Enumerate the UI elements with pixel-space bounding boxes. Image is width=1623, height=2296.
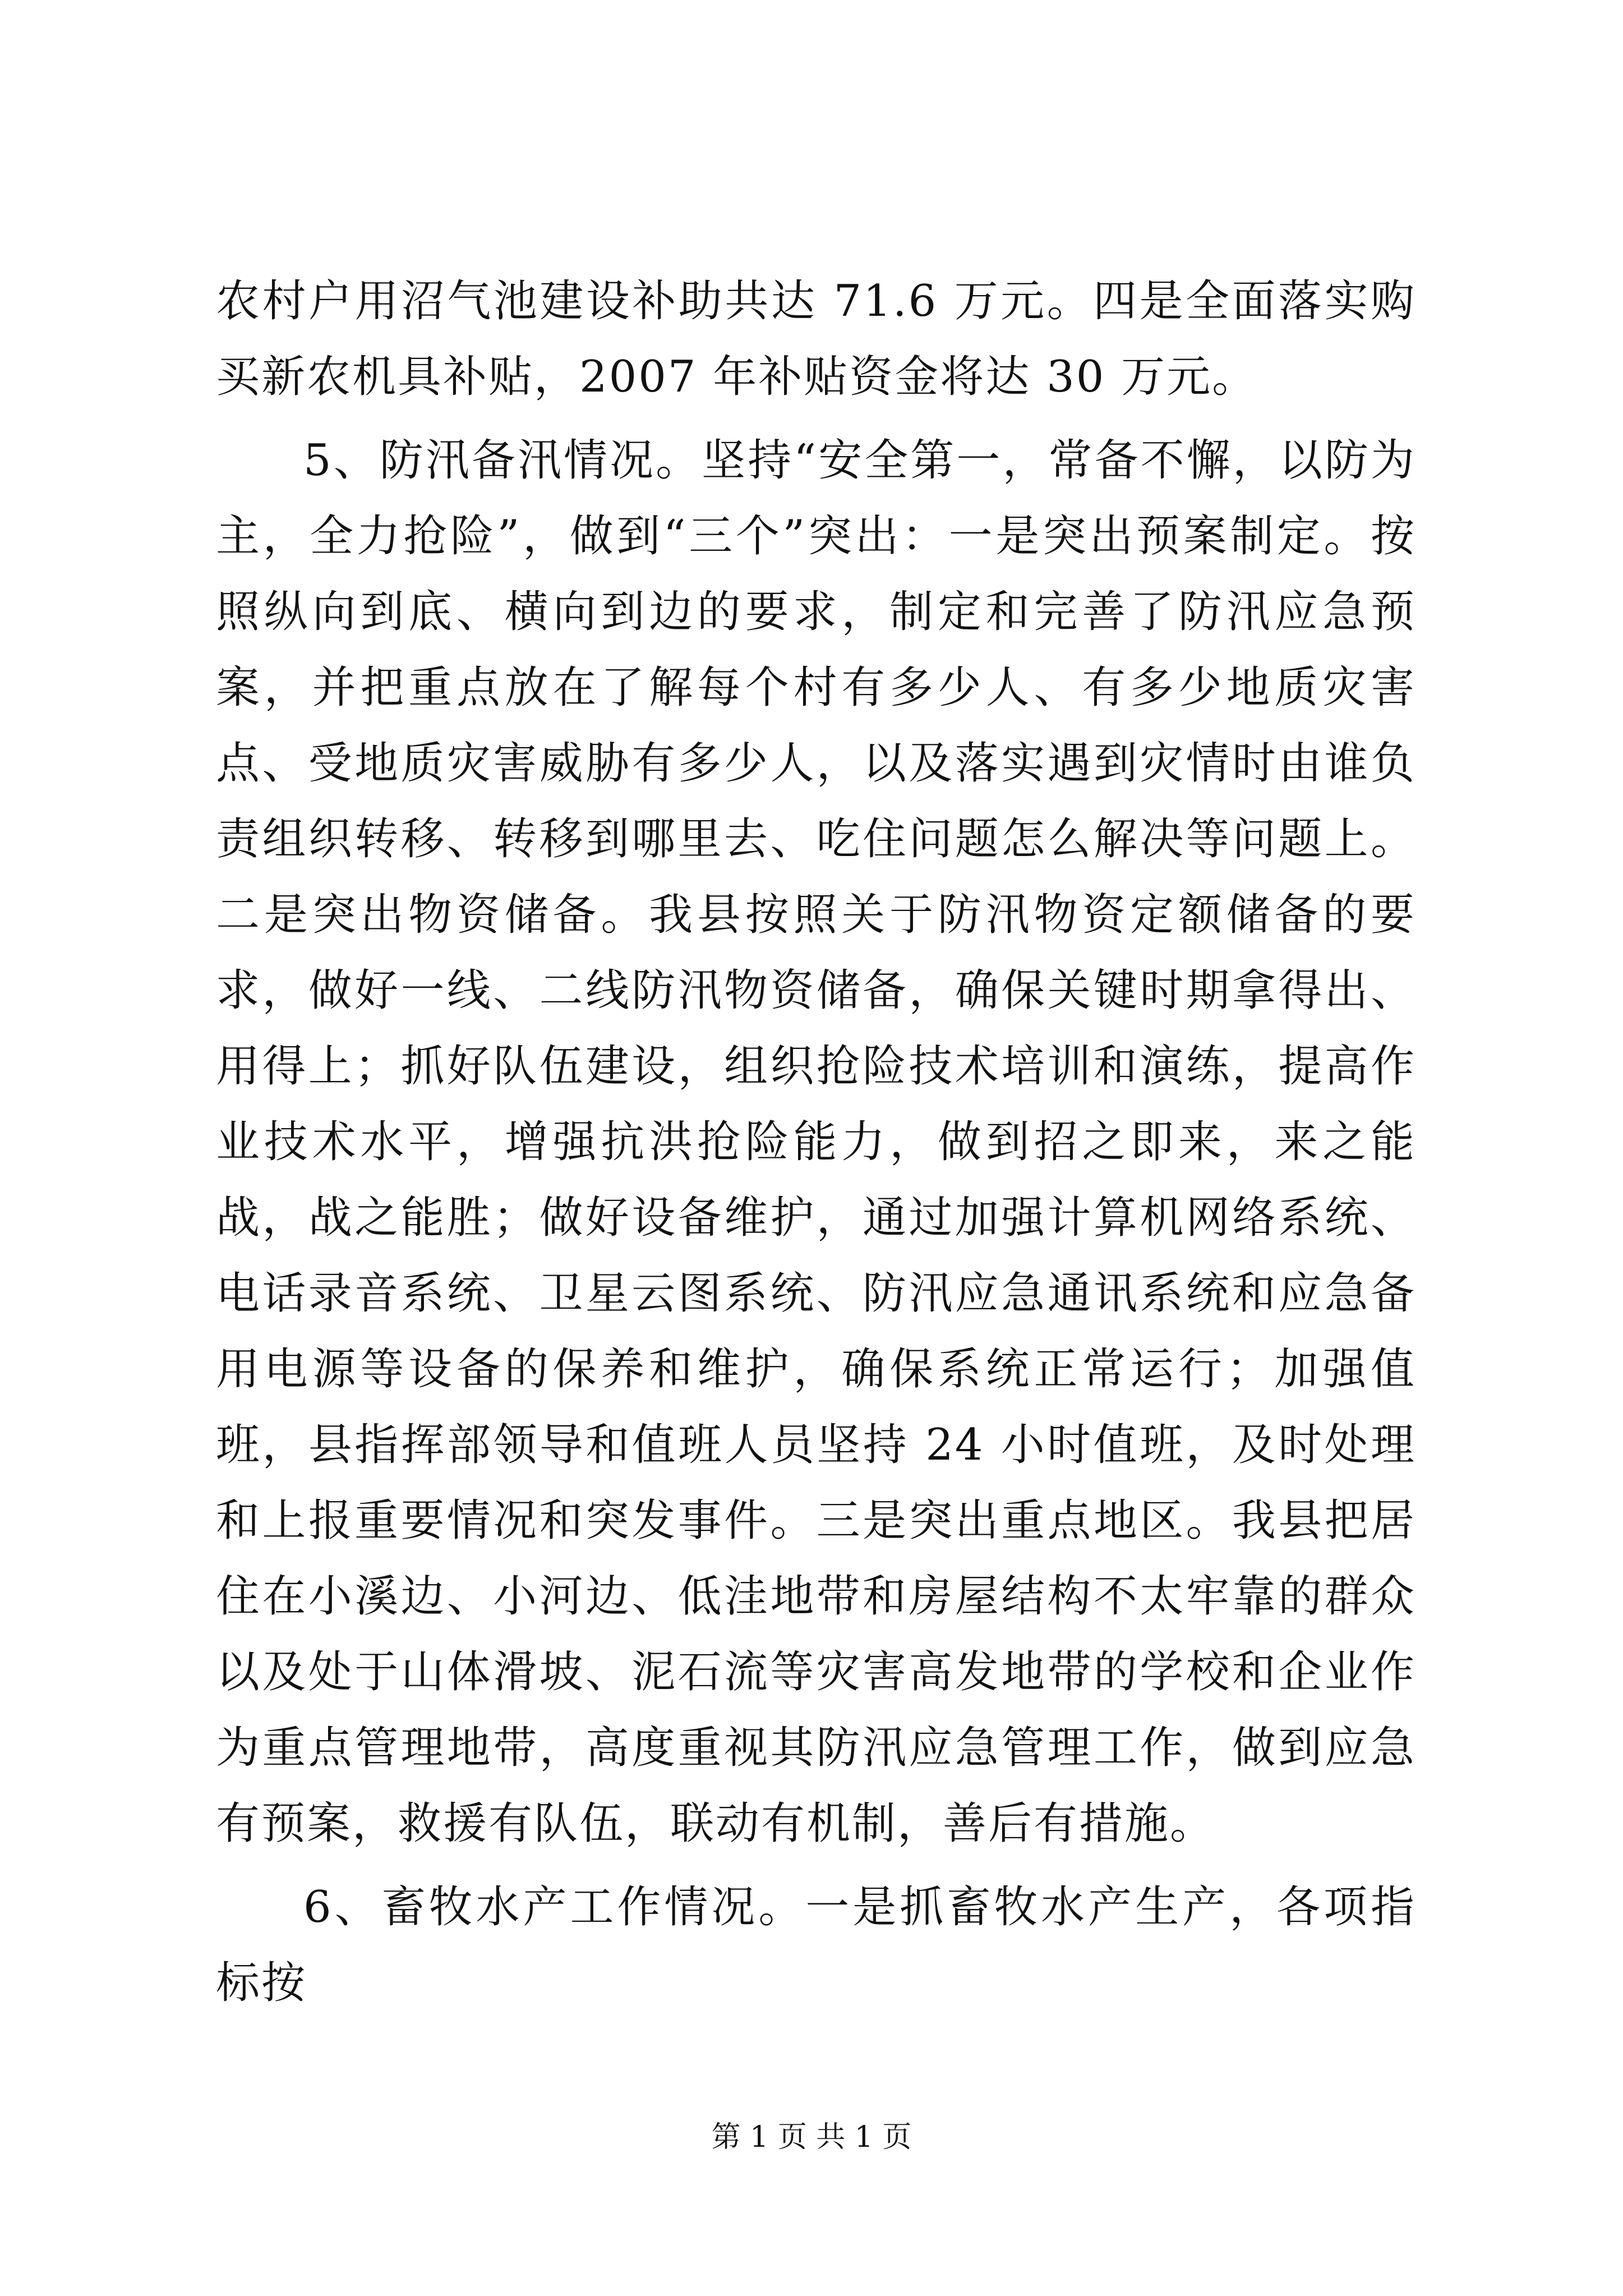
document-body: [216, 264, 1416, 2021]
paragraph-flood-prevention: 5、防汛备汛情况。坚持“安全第一，常备不懈，以防为主，全力抢险”，做到“三个”突出：一是突出预案制定。按照纵向到底、横向到边的要求，制定和完善了防汛应急预案，并把重点放在了解每个村有多少人、有多少地质灾害点、受地质灾害威胁有多少人，以及落实遇到灾情时由谁负责组织转移、转移到哪里去、吃住问题怎么解决等问题上。二是突出物资储备。我县按照关于防汛物资定额储备的要求，做好一线、二线防汛物资储备，确保关键时期拿得出、用得上；抓好队伍建设，组织抢险技术培训和演练，提高作业技术水平，增强抗洪抢险能力，做到招之即来，来之能战，战之能胜；做好设备维护，通过加强计算机网络系统、电话录音系统、卫星云图系统、防汛应急通讯系统和应急备用电源等设备的保养和维护，确保系统正常运行；加强值班，县指挥部领导和值班人员坚持 24 小时值班，及时处理和上报重要情况和突发事件。三是突出重点地区。我县把居住在小溪边、小河边、低洼地带和房屋结构不太牢靠的群众以及处于山体滑坡、泥石流等灾害高发地带的学校和企业作为重点管理地带，高度重视其防汛应急管理工作，做到应急有预案，救援有队伍，联动有机制，善后有措施。: [216, 435, 1416, 1849]
page-number-footer: 第 1 页 共 1 页: [711, 2120, 912, 2154]
paragraph-subsidy-continuation: 农村户用沼气池建设补助共达 71.6 万元。四是全面落实购买新农机具补贴，2007 年补贴资金将达 30 万元。: [216, 276, 1416, 402]
paragraph-livestock-aquaculture: 6、畜牧水产工作情况。一是抓畜牧水产生产，各项指标按: [216, 1882, 1416, 2008]
